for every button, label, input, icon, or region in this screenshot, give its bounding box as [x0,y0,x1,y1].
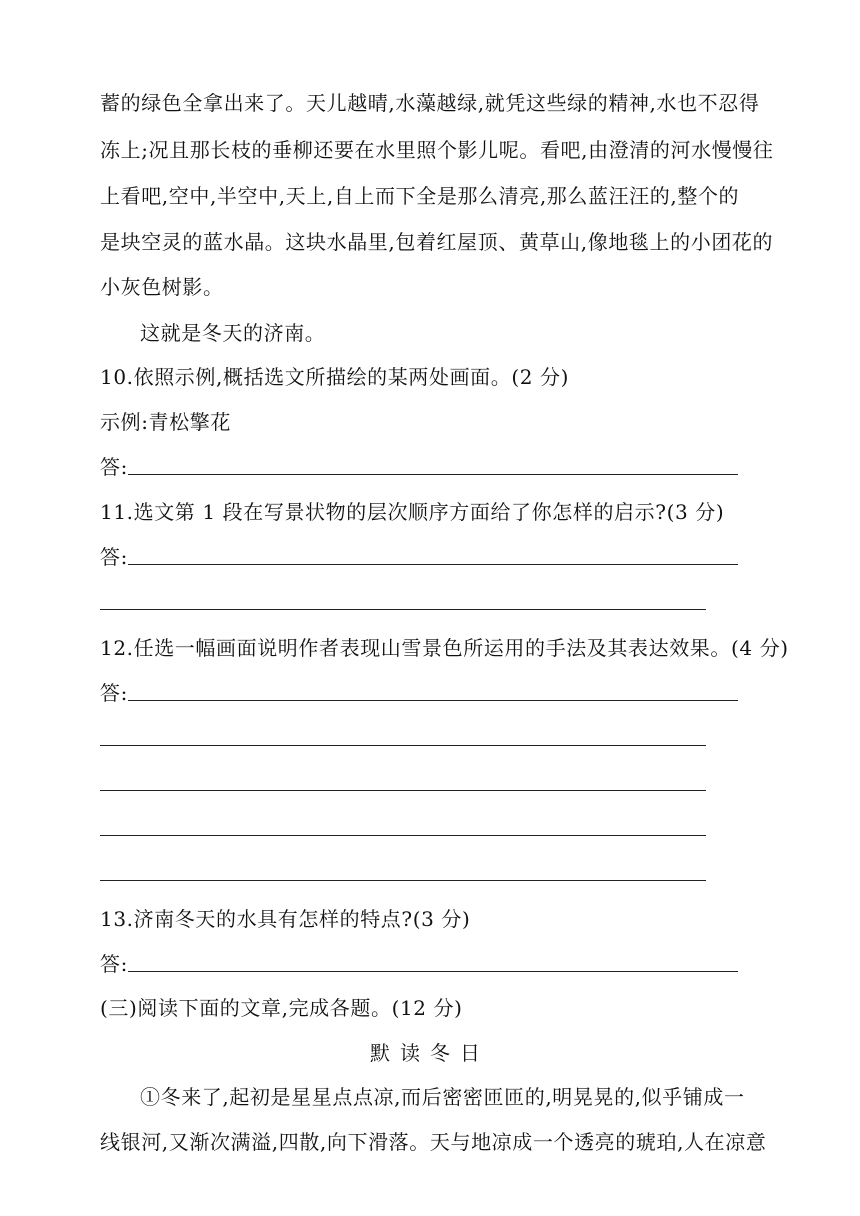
passage-line-3: 上看吧,空中,半空中,天上,自上而下全是那么清亮,那么蓝汪汪的,整个的 [100,184,740,208]
answer-line-12-3[interactable] [100,790,706,791]
answer-label-10: 答: [100,455,128,479]
answer-line-11-1[interactable] [128,564,738,565]
answer-line-12-1[interactable] [128,700,738,701]
answer-line-13-1[interactable] [128,971,738,972]
answer-label-13: 答: [100,952,128,976]
article-para1-line-1: ①冬来了,起初是星星点点凉,而后密密匝匝的,明晃晃的,似乎铺成一 [140,1085,745,1109]
answer-line-12-4[interactable] [100,835,706,836]
article-title: 默读冬日 [370,1041,490,1065]
answer-label-11: 答: [100,545,128,569]
answer-line-11-2[interactable] [100,609,706,610]
question-11: 11.选文第 1 段在写景状物的层次顺序方面给了你怎样的启示?(3 分) [100,500,725,524]
question-10-example: 示例:青松擎花 [100,410,231,434]
question-13: 13.济南冬天的水具有怎样的特点?(3 分) [100,907,471,931]
passage-line-1: 蓄的绿色全拿出来了。天儿越晴,水藻越绿,就凭这些绿的精神,水也不忍得 [100,91,760,115]
section-3-heading: (三)阅读下面的文章,完成各题。(12 分) [100,996,463,1020]
passage-line-5: 小灰色树影。 [100,275,224,299]
question-10: 10.依照示例,概括选文所描绘的某两处画面。(2 分) [100,365,570,389]
passage-line-4: 是块空灵的蓝水晶。这块水晶里,包着红屋顶、黄草山,像地毯上的小团花的 [100,230,774,254]
answer-line-12-2[interactable] [100,745,706,746]
answer-label-12: 答: [100,681,128,705]
answer-line-12-5[interactable] [100,880,706,881]
passage-line-2: 冻上;况且那长枝的垂柳还要在水里照个影儿呢。看吧,由澄清的河水慢慢往 [100,138,774,162]
answer-line-10-1[interactable] [128,474,738,475]
question-12: 12.任选一幅画面说明作者表现山雪景色所运用的手法及其表达效果。(4 分) [100,636,789,660]
passage-closing: 这就是冬天的济南。 [140,321,326,345]
article-para1-line-2: 线银河,又渐次满溢,四散,向下滑落。天与地凉成一个透亮的琥珀,人在凉意 [100,1130,767,1154]
